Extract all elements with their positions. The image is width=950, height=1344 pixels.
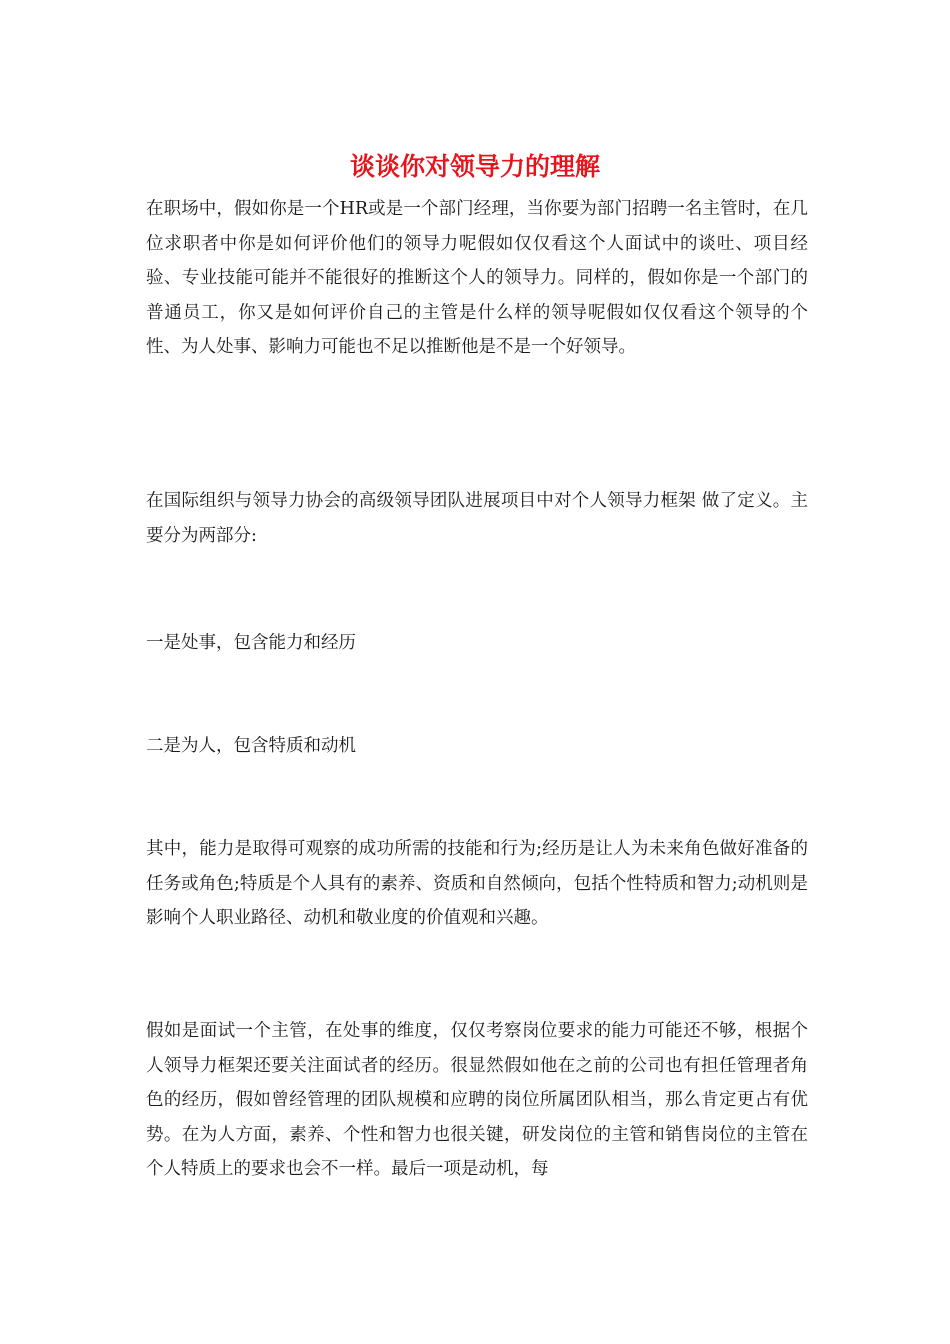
paragraph-interview-example: 假如是面试一个主管，在处事的维度，仅仅考察岗位要求的能力可能还不够，根据个人领导力框架还要关注面试者的经历。很显然假如他在之前的公司也有担任管理者角色的经历，假如曾经管理的团队规模和应聘的岗位所属团队相当，那么肯定更占有优势。在为人方面，素养、个性和智力也很关键，研发岗位的主管和销售岗位的主管在个人特质上的要求也会不一样。最后一项是动机，每 (146, 1021, 808, 1179)
paragraph-part-two: 二是为人，包含特质和动机 (146, 736, 356, 756)
paragraph-explanation: 其中，能力是取得可观察的成功所需的技能和行为;经历是让人为未来角色做好准备的任务或角色;特质是个人具有的素养、资质和自然倾向，包括个性特质和智力;动机则是影响个人职业路径、动机和敬业度的价值观和兴趣。 (146, 839, 808, 928)
paragraph-framework-definition: 在国际组织与领导力协会的高级领导团队进展项目中对个人领导力框架 做了定义。主要分为两部分: (146, 491, 808, 546)
document-title: 谈谈你对领导力的理解 (349, 152, 600, 181)
paragraph-part-one: 一是处事，包含能力和经历 (146, 633, 356, 653)
paragraph-intro: 在职场中，假如你是一个HR或是一个部门经理，当你要为部门招聘一名主管时，在几位求职者中你是如何评价他们的领导力呢假如仅仅看这个人面试中的谈吐、项目经验、专业技能可能并不能很好的推断这个人的领导力。同样的，假如你是一个部门的普通员工，你又是如何评价自己的主管是什么样的领导呢假如仅仅看这个领导的个性、为人处事、影响力可能也不足以推断他是不是一个好领导。 (146, 199, 808, 357)
